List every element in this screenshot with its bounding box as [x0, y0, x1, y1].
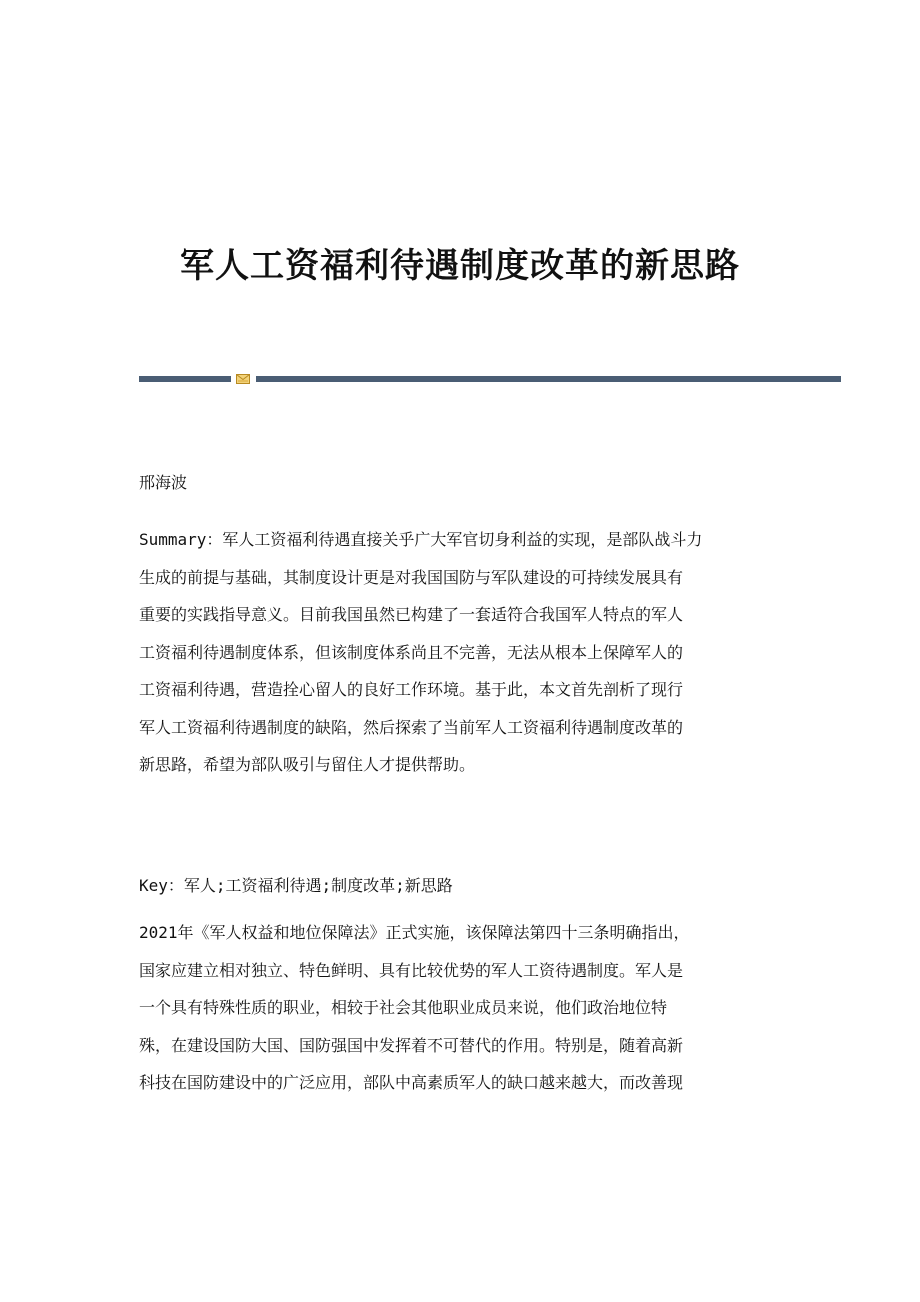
divider-bar-right	[256, 376, 841, 382]
summary-line: 工资福利待遇制度体系，但该制度体系尚且不完善，无法从根本上保障军人的	[139, 642, 684, 662]
intro-line: 科技在国防建设中的广泛应用，部队中高素质军人的缺口越来越大，而改善现	[139, 1073, 684, 1092]
intro-line: 国家应建立相对独立、特色鲜明、具有比较优势的军人工资待遇制度。军人是	[139, 960, 684, 980]
intro-paragraph	[139, 914, 779, 1102]
summary-line: 军人工资福利待遇制度的缺陷，然后探索了当前军人工资福利待遇制度改革的	[139, 717, 684, 737]
summary-line: 重要的实践指导意义。目前我国虽然已构建了一套适符合我国军人特点的军人	[139, 605, 684, 624]
document-title: 军人工资福利待遇制度改革的新思路	[180, 245, 740, 286]
author-name: 邢海波	[139, 473, 188, 492]
summary-line: Summary：军人工资福利待遇直接关乎广大军官切身利益的实现，是部队战斗力	[139, 530, 703, 549]
intro-line: 一个具有特殊性质的职业，相较于社会其他职业成员来说，他们政治地位特	[139, 998, 668, 1017]
title-divider	[139, 374, 841, 384]
summary-line: 新思路，希望为部队吸引与留住人才提供帮助。	[139, 755, 476, 774]
envelope-icon	[236, 374, 250, 384]
summary-paragraph	[139, 521, 779, 784]
summary-line: 生成的前提与基础，其制度设计更是对我国国防与军队建设的可持续发展具有	[139, 567, 684, 587]
summary-line: 工资福利待遇，营造拴心留人的良好工作环境。基于此，本文首先剖析了现行	[139, 680, 684, 699]
keywords-line: Key：军人;工资福利待遇;制度改革;新思路	[139, 876, 453, 895]
intro-line: 2021年《军人权益和地位保障法》正式实施，该保障法第四十三条明确指出，	[139, 923, 690, 942]
divider-bar-left	[139, 376, 231, 382]
intro-line: 殊，在建设国防大国、国防强国中发挥着不可替代的作用。特别是，随着高新	[139, 1035, 684, 1055]
